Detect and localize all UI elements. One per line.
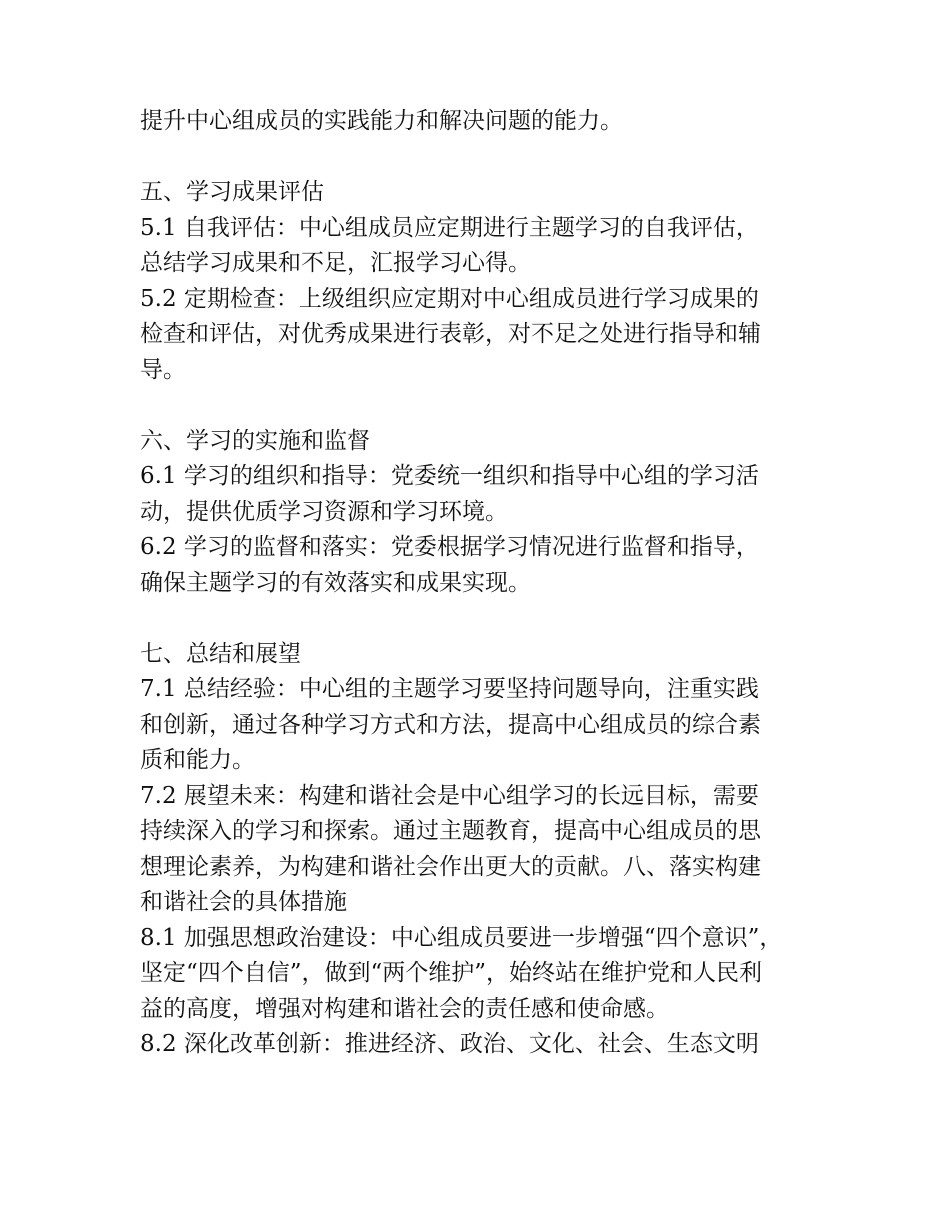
text-line: 检查和评估，对优秀成果进行表彰，对不足之处进行指导和辅 xyxy=(140,321,761,347)
section-heading-7: 七、总结和展望 xyxy=(140,640,301,667)
paragraph-spacer xyxy=(140,388,830,424)
text-line: 6.1 学习的组织和指导：党委统一组织和指导中心组的学习活 xyxy=(140,463,759,489)
text-line: 8.2 深化改革创新：推进经济、政治、文化、社会、生态文明 xyxy=(140,1031,759,1057)
section-heading-5: 五、学习成果评估 xyxy=(140,179,324,205)
text-line: 提升中心组成员的实践能力和解决问题的能力。 xyxy=(140,108,623,134)
text-line: 8.1 加强思想政治建设：中心组成员要进一步增强“四个意识”， xyxy=(140,924,783,951)
text-line: 5.2 定期检查：上级组织应定期对中心组成员进行学习成果的 xyxy=(140,285,759,312)
text-line: 质和能力。 xyxy=(140,747,255,773)
text-line: 导。 xyxy=(140,356,186,383)
paragraph-spacer xyxy=(140,140,830,176)
text-line: 和谐社会的具体措施 xyxy=(140,889,347,915)
text-line: 坚定“四个自信”，做到“两个维护”，始终站在维护党和人民利 xyxy=(140,960,763,986)
text-line: 和创新，通过各种学习方式和方法，提高中心组成员的综合素 xyxy=(140,711,761,738)
text-line: 7.1 总结经验：中心组的主题学习要坚持问题导向，注重实践 xyxy=(140,676,759,702)
document-body xyxy=(140,104,830,1063)
text-line: 总结学习成果和不足，汇报学习心得。 xyxy=(140,250,531,276)
text-line: 确保主题学习的有效落实和成果实现。 xyxy=(140,569,531,596)
text-line: 益的高度，增强对构建和谐社会的责任感和使命感。 xyxy=(140,995,669,1022)
paragraph-spacer xyxy=(140,601,830,637)
text-line: 6.2 学习的监督和落实：党委根据学习情况进行监督和指导， xyxy=(140,534,759,560)
text-line: 想理论素养，为构建和谐社会作出更大的贡献。八、落实构建 xyxy=(140,853,761,880)
text-line: 7.2 展望未来：构建和谐社会是中心组学习的长远目标，需要 xyxy=(140,782,759,809)
section-heading-6: 六、学习的实施和监督 xyxy=(140,427,370,454)
text-line: 动，提供优质学习资源和学习环境。 xyxy=(140,498,508,525)
text-line: 持续深入的学习和探索。通过主题教育，提高中心组成员的思 xyxy=(140,818,761,844)
text-line: 5.1 自我评估：中心组成员应定期进行主题学习的自我评估， xyxy=(140,214,759,241)
